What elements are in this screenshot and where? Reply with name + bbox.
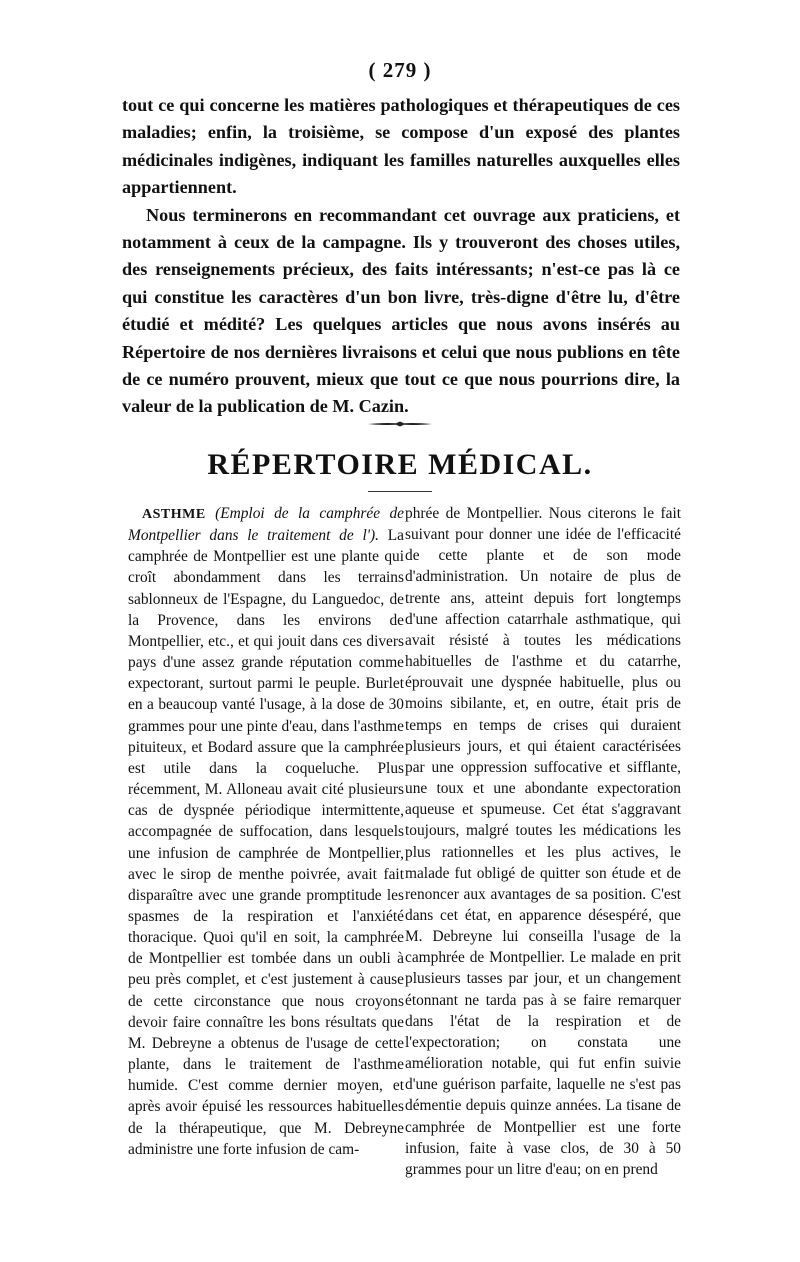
intro-paragraph-2: Nous terminerons en recommandant cet ouvrage aux praticiens, et notamment à ceux de la campagne. Ils y trouveront des choses utiles, des renseignements précieux, des faits intéressants; n'est-ce pas là ce qui constitue les caractères d'un bon livre, très-digne d'être lu, d'être étudié et médité? Les quelques articles que nous avons insérés au Répertoire de nos dernières livraisons et celui que nous publions en tête de ce numéro prouvent, mieux que tout ce que nous pourrions dire, la valeur de la publication de M. Cazin. xyxy=(122,204,680,417)
page-number: ( 279 ) xyxy=(368,58,432,82)
article-heading: ASTHME xyxy=(142,507,206,522)
article-text-right: phrée de Montpellier. Nous citerons le fait suivant pour donner une idée de l'efficacité de cette plante et de son mode d'administration. Un notaire de plus de trente ans, atteint depuis fort longtemps d'une affection catarrhale asthmatique, qui avait résisté à toutes les médications habituelles de l'asthme et du catarrhe, éprouvait une dyspnée habituelle, plus ou moins sibilante, et, en outre, était pris de temps en temps de crises qui duraient plusieurs jours, et qui étaient caractérisées par une oppression suffocative et sifflante, une toux et une abondante expectoration aqueuse et spumeuse. Cet état s'aggravant toujours, malgré toutes les médications les plus rationnelles et les plus actives, le malade fut obligé de quitter son étude et de renoncer aux avantages de sa position. C'est dans cet état, en apparence désespéré, que M. Debreyne lui conseilla l'usage de la camphrée de Montpellier. Le malade en prit plusieurs tasses par jour, et un changement étonnant ne tarda pas à se faire remarquer dans l'état de la respiration et de l'expectoration; on constata une amélioration notable, qui fut enfin suivie d'une guérison parfaite, laquelle ne s'est pas démentie depuis quinze années. La tisane de camphrée de Montpellier est une forte infusion, faite à vase clos, de 30 à 50 grammes pour un litre d'eau; on en prend xyxy=(405,505,681,1178)
ornament-divider xyxy=(368,421,432,427)
article-text-left: La camphrée de Montpellier est une plante qui croît abondamment dans les terrains sablonneux de l'Espagne, du Languedoc, de la Provence, dans les environs de Montpellier, etc., et qui jouit dans ces divers pays d'une assez grande réputation comme expectorant, surtout parmi le peuple. Burlet en a beaucoup vanté l'usage, à la dose de 30 grammes pour une pinte d'eau, dans l'asthme pituiteux, et Bodard assure que la camphrée est utile dans la coqueluche. Plus récemment, M. Alloneau avait cité plusieurs cas de dyspnée périodique intermittente, accompagnée de suffocation, dans lesquels une infusion de camphrée de Montpellier, avec le sirop de menthe poivrée, avait fait disparaître avec une grande promptitude les spasmes de la respiration et l'anxiété thoracique. Quoi qu'il en soit, la camphrée de Montpellier est tombée dans un oubli à peu près complet, et c'est justement à cause de cette circonstance que nous croyons devoir faire connaître les bons résultats que M. Debreyne a obtenus de l'usage de cette plante, dans le traitement de l'asthme humide. C'est comme dernier moyen, et après avoir épuisé les ressources habituelles de la thérapeutique, que M. Debreyne administre une forte infusion de cam- xyxy=(128,527,404,1158)
section-title: RÉPERTOIRE MÉDICAL. xyxy=(207,448,593,481)
intro-paragraph-1: tout ce qui concerne les matières pathologiques et thérapeutiques de ces maladies; enfin, la troisième, se compose d'un exposé des plantes médicinales indigènes, indiquant les familles naturelles auxquelles elles appartiennent. xyxy=(122,95,680,198)
article-paragraph-start xyxy=(128,503,404,1160)
article-column-right xyxy=(405,503,681,1180)
title-underline xyxy=(368,491,432,492)
article-subheading: (Emploi de la camphrée de Montpellier dans le traitement de l'). xyxy=(128,505,404,545)
article-column-left xyxy=(128,503,404,1160)
intro-text xyxy=(122,92,680,421)
